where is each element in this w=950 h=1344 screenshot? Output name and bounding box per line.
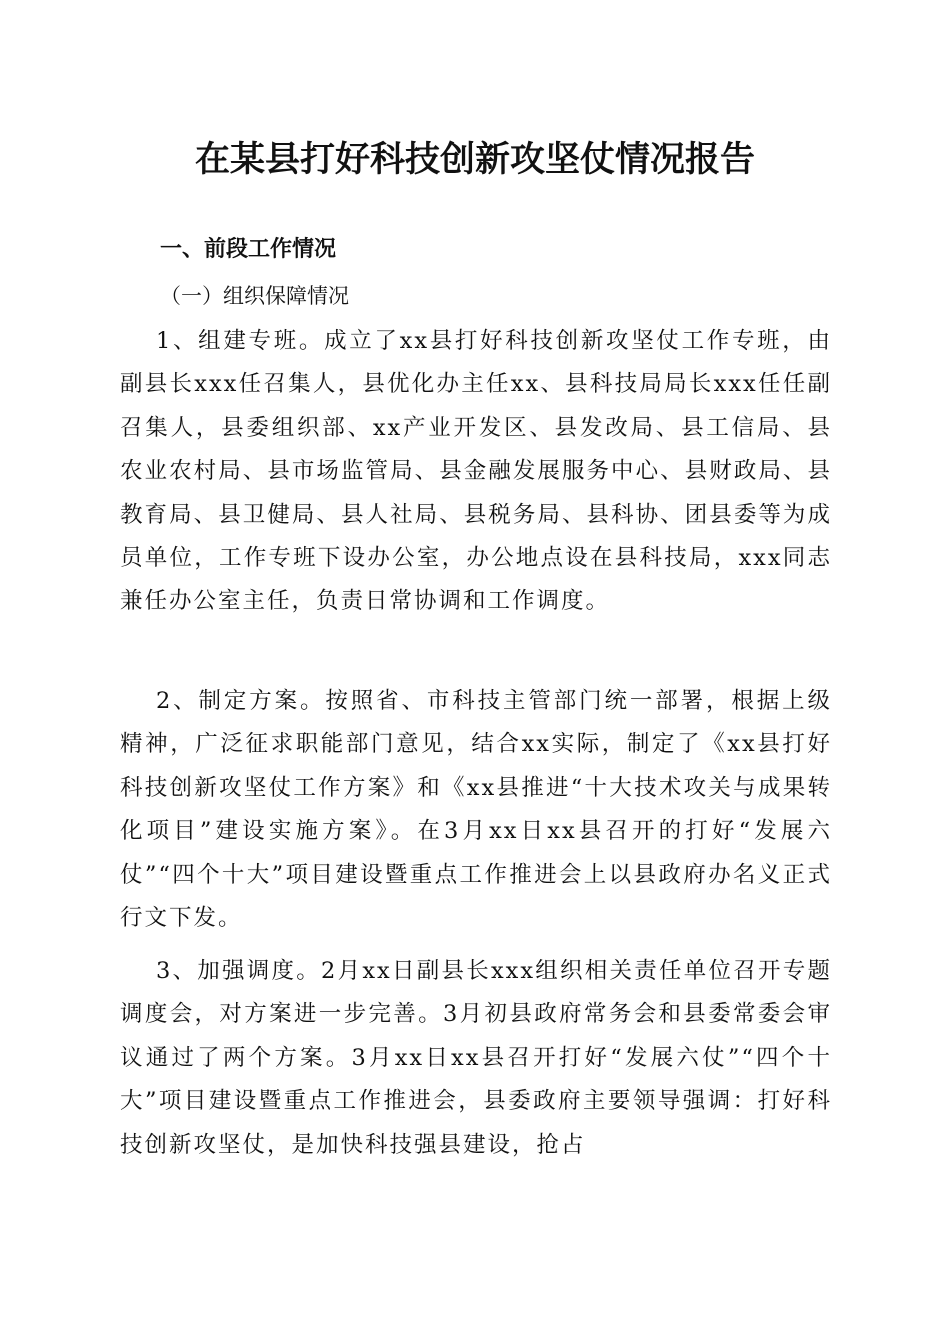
subsection-heading: （一）组织保障情况 [160, 284, 349, 308]
section-heading: 一、前段工作情况 [160, 237, 337, 262]
document-title: 在某县打好科技创新攻坚仗情况报告 [194, 140, 755, 180]
paragraph-2: 2、制定方案。按照省、市科技主管部门统一部署，根据上级精神，广泛征求职能部门意见，结合xx实际，制定了《xx县打好科技创新攻坚仗工作方案》和《xx县推进“十大技术攻关与成果转化项目”建设实施方案》。在3月xx日xx县召开的打好“发展六仗”“四个十大”项目建设暨重点工作推进会上以县政府办名义正式行文下发。 [120, 688, 832, 932]
paragraph-3: 3、加强调度。2月xx日副县长xxx组织相关责任单位召开专题调度会，对方案进一步完善。3月初县政府常务会和县委常委会审议通过了两个方案。3月xx日xx县召开打好“发展六仗”“四个十大”项目建设暨重点工作推进会，县委政府主要领导强调：打好科技创新攻坚仗，是加快科技强县建设，抢占 [120, 958, 832, 1158]
paragraph-1: 1、组建专班。成立了xx县打好科技创新攻坚仗工作专班，由副县长xxx任召集人，县优化办主任xx、县科技局局长xxx任任副召集人，县委组织部、xx产业开发区、县发改局、县工信局、县农业农村局、县市场监管局、县金融发展服务中心、县财政局、县教育局、县卫健局、县人社局、县税务局、县科协、团县委等为成员单位，工作专班下设办公室，办公地点设在县科技局，xxx同志兼任办公室主任，负责日常协调和工作调度。 [120, 328, 832, 615]
